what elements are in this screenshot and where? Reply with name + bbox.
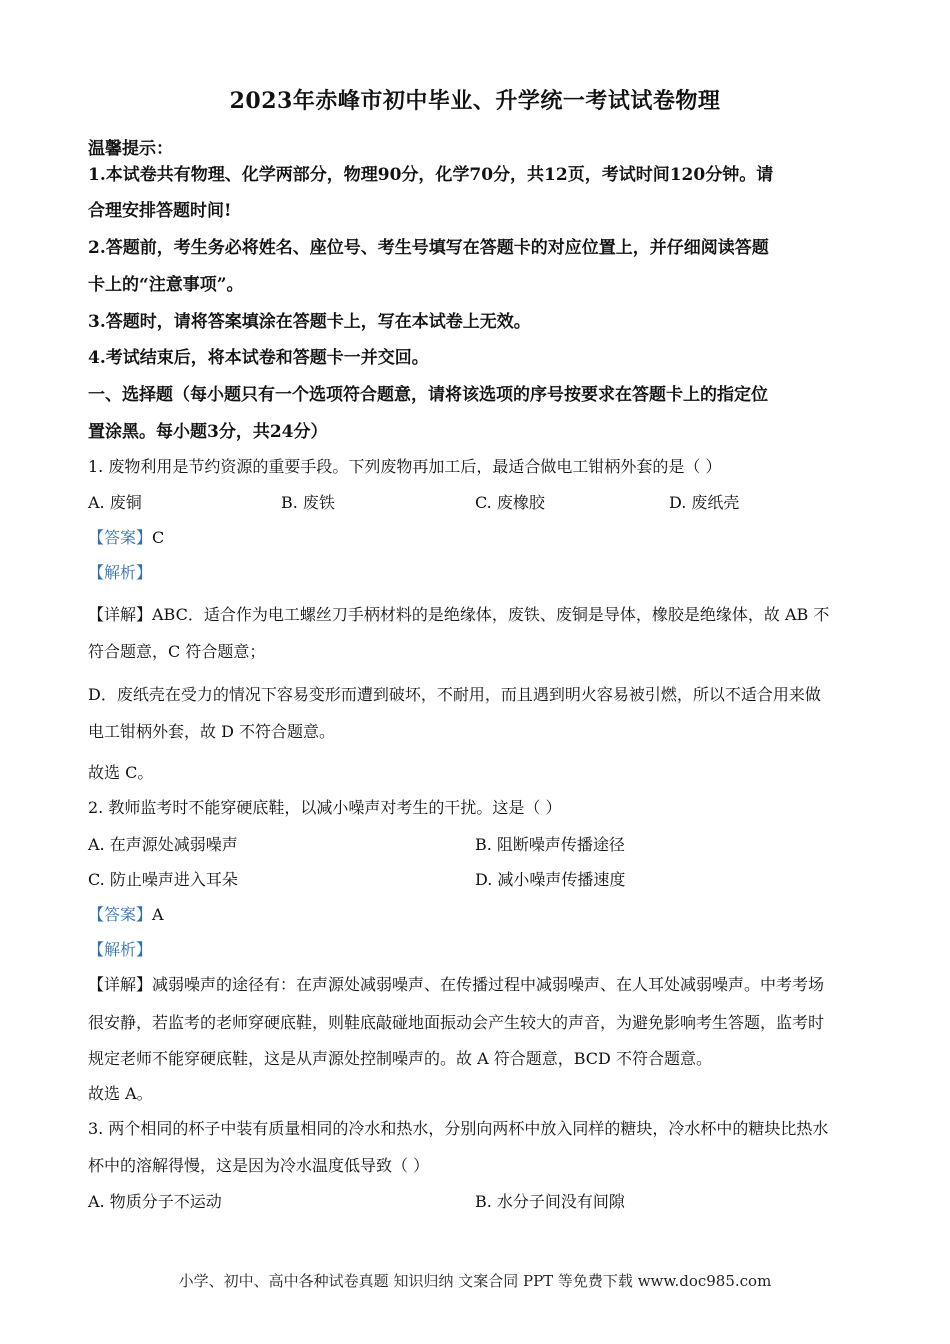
- q1-option-d: D. 废纸壳: [669, 493, 740, 512]
- notice-heading: 温馨提示：: [88, 139, 173, 159]
- q2-detail: 很安静，若监考的老师穿硬底鞋，则鞋底敲碰地面振动会产生较大的声音，为避免影响考生答题，监考时: [88, 1013, 825, 1032]
- q3-option-a: A. 物质分子不运动: [88, 1192, 222, 1211]
- q1-option-b: B. 废铁: [281, 493, 335, 512]
- notice-line: 1.本试卷共有物理、化学两部分，物理90分，化学70分，共12页，考试时间120分钟。请: [88, 165, 774, 185]
- q2-option-b: B. 阻断噪声传播途径: [475, 835, 625, 854]
- answer-tag: 【答案】: [88, 905, 153, 924]
- question-3-stem: 杯中的溶解得慢，这是因为冷水温度低导致（ ）: [88, 1156, 430, 1175]
- q1-answer: [88, 525, 868, 548]
- q1-option-c: C. 废橡胶: [475, 493, 545, 512]
- notice-line: 2.答题前，考生务必将姓名、座位号、考生号填写在答题卡的对应位置上，并仔细阅读答题: [88, 238, 769, 258]
- q2-answer: [88, 902, 868, 925]
- q2-detail: 规定老师不能穿硬底鞋，这是从声源处控制噪声的。故 A 符合题意，BCD 不符合题意。: [88, 1049, 712, 1068]
- q1-analysis-tag: 【解析】: [88, 563, 153, 582]
- answer-tag: 【答案】: [88, 528, 153, 547]
- answer-value: C: [152, 528, 165, 547]
- q3-option-b: B. 水分子间没有间隙: [475, 1192, 625, 1211]
- q1-detail: 符合题意，C 符合题意；: [88, 642, 266, 661]
- page-title: 2023年赤峰市初中毕业、升学统一考试试卷物理: [229, 88, 721, 114]
- notice-line: 3.答题时，请将答案填涂在答题卡上，写在本试卷上无效。: [88, 312, 531, 332]
- q2-analysis-tag: 【解析】: [88, 940, 153, 959]
- q1-option-a: A. 废铜: [88, 493, 142, 512]
- notice-line: 4.考试结束后，将本试卷和答题卡一并交回。: [88, 348, 429, 368]
- q1-detail: D．废纸壳在受力的情况下容易变形而遭到破坏，不耐用，而且遇到明火容易被引燃，所以不适合用来做: [88, 685, 821, 704]
- question-3-stem: 3. 两个相同的杯子中装有质量相同的冷水和热水，分别向两杯中放入同样的糖块，冷水杯中的糖块比热水: [88, 1119, 829, 1138]
- q1-detail: 故选 C。: [88, 763, 154, 782]
- question-1-stem: 1. 废物利用是节约资源的重要手段。下列废物再加工后，最适合做电工钳柄外套的是（ ）: [88, 457, 722, 476]
- section-heading: 置涂黑。每小题3分，共24分）: [88, 422, 328, 442]
- answer-value: A: [152, 905, 164, 924]
- q2-detail: 【详解】减弱噪声的途径有：在声源处减弱噪声、在传播过程中减弱噪声、在人耳处减弱噪声。中考考场: [88, 975, 825, 994]
- section-heading: 一、选择题（每小题只有一个选项符合题意，请将该选项的序号按要求在答题卡上的指定位: [88, 385, 768, 405]
- q2-detail: 故选 A。: [88, 1084, 153, 1103]
- q2-option-d: D. 减小噪声传播速度: [475, 870, 626, 889]
- q2-option-a: A. 在声源处减弱噪声: [88, 835, 238, 854]
- q2-option-c: C. 防止噪声进入耳朵: [88, 870, 238, 889]
- notice-line: 合理安排答题时间!: [88, 201, 232, 221]
- q1-detail: 电工钳柄外套，故 D 不符合题意。: [88, 722, 336, 741]
- page-footer: 小学、初中、高中各种试卷真题 知识归纳 文案合同 PPT 等免费下载 www.doc985.com: [178, 1272, 772, 1290]
- q1-detail: 【详解】ABC．适合作为电工螺丝刀手柄材料的是绝缘体，废铁、废铜是导体，橡胶是绝缘体，故 AB 不: [88, 605, 830, 624]
- notice-line: 卡上的“注意事项”。: [88, 275, 244, 295]
- question-2-stem: 2. 教师监考时不能穿硬底鞋，以减小噪声对考生的干扰。这是（ ）: [88, 798, 562, 817]
